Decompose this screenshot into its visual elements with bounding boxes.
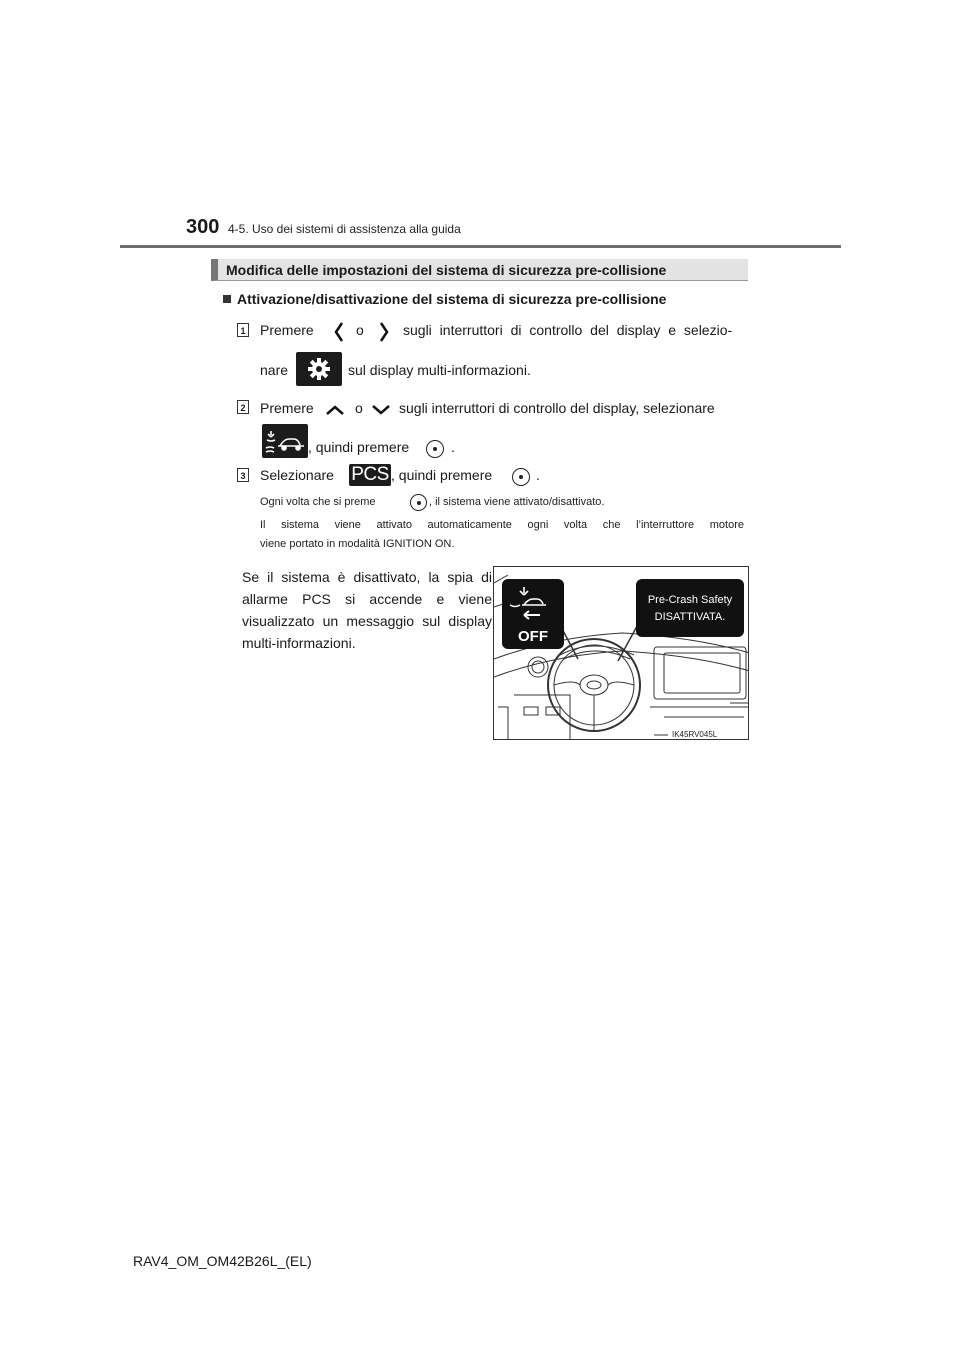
figure-code: IK45RV045L (672, 730, 718, 739)
enter-button-icon (512, 468, 530, 486)
step-1-text-display: sul display multi-informazioni. (348, 362, 531, 378)
step-3-note-1b: , il sistema viene attivato/disattivato. (429, 496, 605, 508)
step-1-text-o: o (356, 322, 364, 338)
page-number: 300 (186, 216, 220, 238)
step-2-text-o: o (355, 400, 363, 416)
driving-assist-tile (262, 424, 308, 458)
settings-tile (296, 352, 342, 386)
off-label: OFF (518, 628, 548, 645)
gear-settings-icon (296, 352, 342, 386)
step-2-text-period: . (451, 439, 455, 455)
subheading (223, 291, 666, 307)
message-line-2: DISATTIVATA. (654, 611, 726, 623)
chevron-down-icon (371, 404, 391, 416)
pcs-label: PCS (351, 464, 389, 485)
pcs-tile (349, 464, 391, 486)
chevron-left-icon (333, 321, 345, 343)
driving-assist-icon (262, 424, 308, 458)
message-line-1: Pre-Crash Safety (647, 594, 733, 606)
chevron-right-icon (378, 321, 390, 343)
section-title: 4-5. Uso dei sistemi di assistenza alla guida (228, 222, 461, 236)
enter-button-icon (410, 494, 427, 511)
step-3-note-2-line1: Il sistema viene attivato automaticamente ogni volta che l’interruttore motore (260, 519, 744, 531)
step-1-text-nare: nare (260, 362, 289, 378)
step-3-note-1a: Ogni volta che si preme (260, 496, 376, 508)
step-1-text-instruction: sugli interruttori di controllo del display e selezio- (403, 322, 733, 338)
chevron-up-icon (325, 404, 345, 416)
step-1-badge: 1 (237, 323, 249, 337)
step-3-badge: 3 (237, 468, 249, 482)
enter-button-icon (426, 440, 444, 458)
square-bullet-icon (223, 295, 231, 303)
section-heading-text: Modifica delle impostazioni del sistema di sicurezza pre-collisione (226, 262, 667, 278)
step-2-text-premere: Premere (260, 400, 314, 416)
step-3-text-selezionare: Selezionare (260, 467, 334, 483)
step-2-badge: 2 (237, 400, 249, 414)
step-3-text-period: . (536, 467, 540, 483)
step-3-note-2-line2: viene portato in modalità IGNITION ON. (260, 538, 455, 550)
step-2-text-quindi: , quindi premere (308, 439, 410, 455)
document-code: RAV4_OM_OM42B26L_(EL) (133, 1253, 312, 1269)
dashboard-drawing (494, 567, 749, 740)
section-heading (211, 259, 748, 281)
warning-paragraph: Se il sistema è disattivato, la spia di allarme PCS si accende e viene visualizzato un messaggio sul display multi-informazioni. (242, 569, 492, 651)
step-3-text-quindi: , quindi premere (391, 467, 493, 483)
dashboard-illustration (493, 566, 749, 740)
step-1-text-premere: Premere (260, 322, 314, 338)
header-divider (120, 245, 841, 248)
subheading-text: Attivazione/disattivazione del sistema di sicurezza pre-collisione (237, 291, 667, 307)
step-2-text-instruction: sugli interruttori di controllo del display, selezionare (399, 400, 715, 416)
